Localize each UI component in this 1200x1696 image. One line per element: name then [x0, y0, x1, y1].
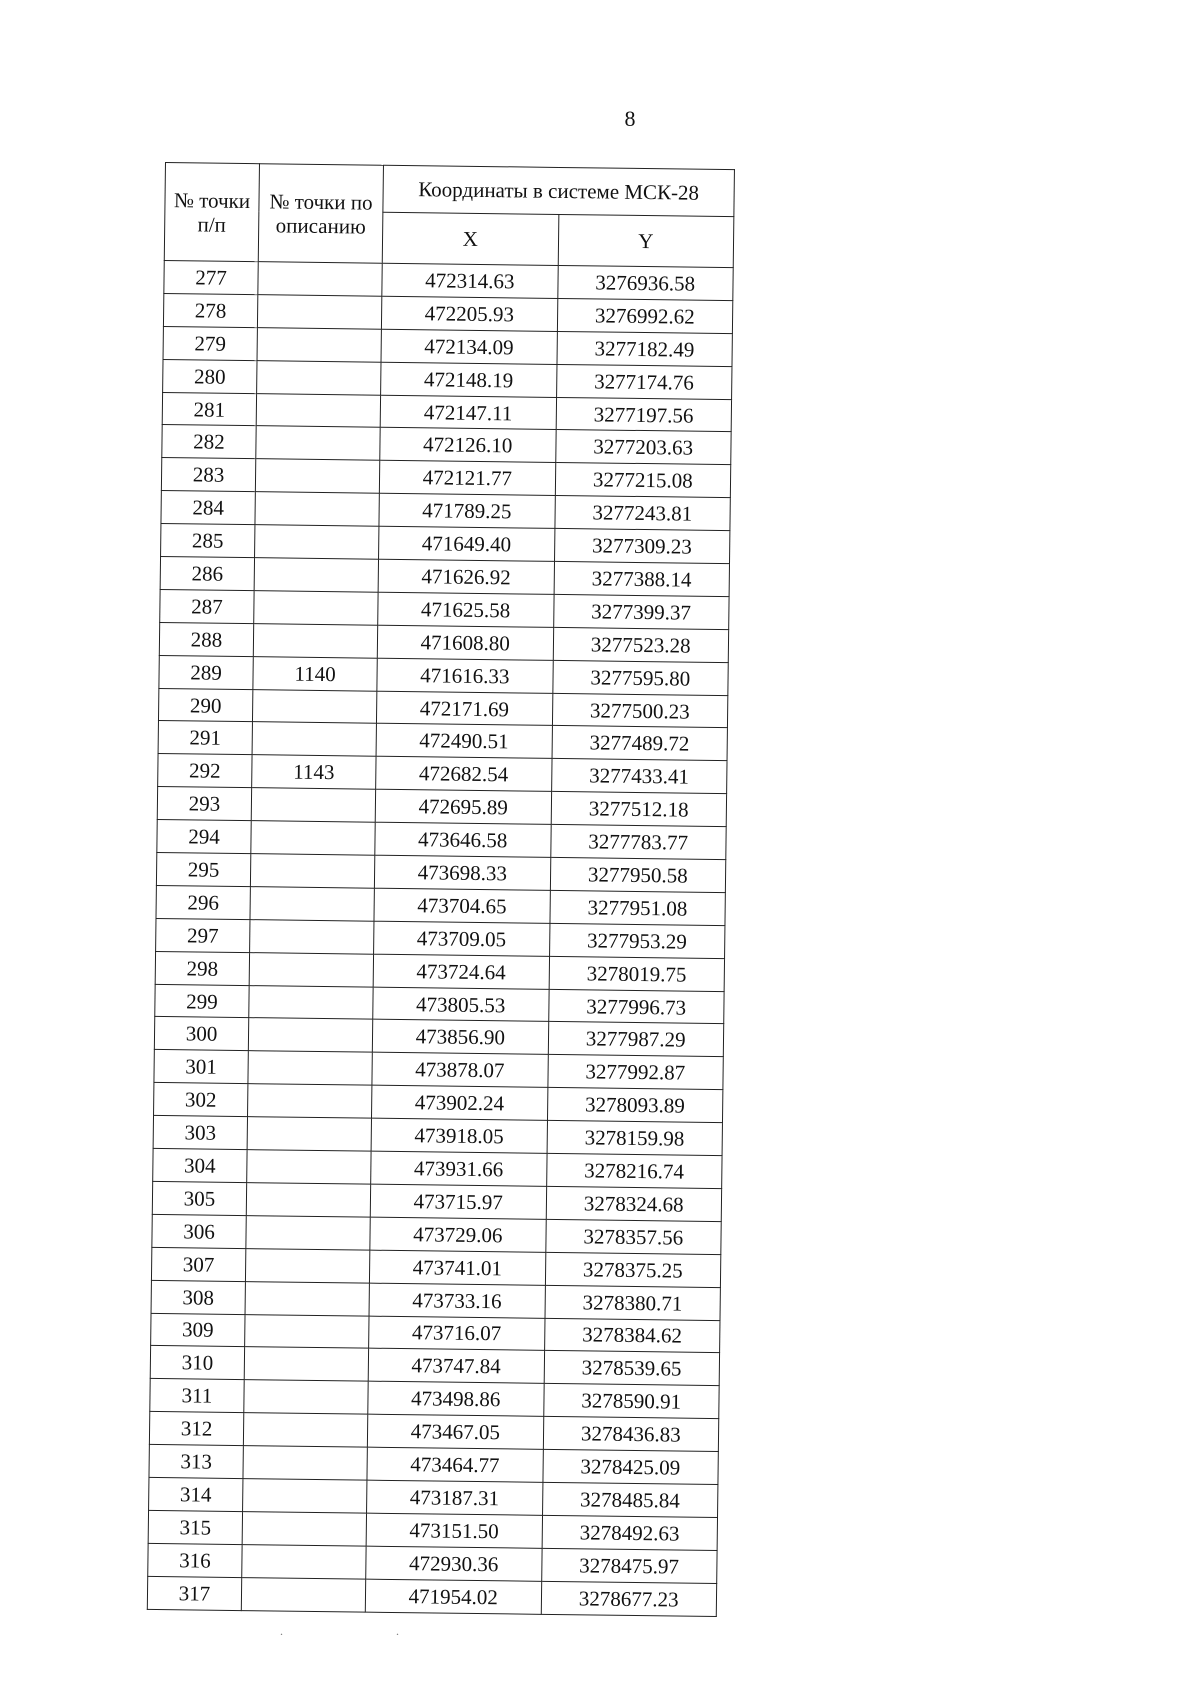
cell-description-number	[251, 788, 375, 822]
cell-description-number	[255, 459, 379, 493]
cell-x: 471608.80	[377, 625, 553, 660]
cell-y: 3278492.63	[542, 1515, 718, 1550]
cell-point-number: 277	[164, 260, 258, 294]
cell-y: 3277174.76	[556, 364, 732, 399]
cell-description-number	[255, 492, 379, 526]
cell-x: 472490.51	[376, 724, 552, 759]
cell-description-number	[242, 1511, 366, 1545]
cell-x: 473733.16	[369, 1283, 545, 1318]
cell-x: 473187.31	[367, 1480, 543, 1515]
header-y: Y	[558, 214, 734, 267]
cell-description-number	[250, 919, 374, 953]
cell-description-number	[246, 1215, 370, 1249]
cell-description-number	[246, 1183, 370, 1217]
cell-point-number: 286	[160, 556, 254, 590]
cell-y: 3278375.25	[545, 1252, 721, 1287]
cell-point-number: 312	[149, 1412, 243, 1446]
cell-y: 3278324.68	[546, 1186, 722, 1221]
cell-x: 471649.40	[379, 526, 555, 561]
cell-y: 3278357.56	[545, 1219, 721, 1254]
cell-y: 3277950.58	[550, 857, 726, 892]
cell-y: 3277197.56	[556, 397, 732, 432]
cell-point-number: 291	[158, 721, 252, 755]
cell-description-number	[243, 1413, 367, 1447]
cell-point-number: 300	[154, 1017, 248, 1051]
cell-y: 3278485.84	[542, 1482, 718, 1517]
cell-description-number: 1140	[253, 656, 377, 690]
cell-point-number: 306	[152, 1214, 246, 1248]
cell-x: 472930.36	[366, 1546, 542, 1581]
cell-x: 471954.02	[365, 1579, 541, 1614]
cell-description-number	[257, 360, 381, 394]
cell-point-number: 309	[151, 1313, 245, 1347]
cell-point-number: 298	[155, 951, 249, 985]
cell-x: 473729.06	[370, 1217, 546, 1252]
cell-point-number: 292	[158, 754, 252, 788]
table-header	[164, 163, 734, 268]
cell-point-number: 305	[152, 1181, 246, 1215]
cell-y: 3277595.80	[552, 660, 728, 695]
cell-x: 472695.89	[375, 789, 551, 824]
cell-point-number: 297	[156, 918, 250, 952]
cell-y: 3277399.37	[553, 594, 729, 629]
cell-description-number	[245, 1314, 369, 1348]
cell-y: 3278159.98	[547, 1121, 723, 1156]
cell-point-number: 282	[162, 425, 256, 459]
header-description-point-number: № точки по описанию	[258, 164, 383, 264]
cell-x: 473646.58	[375, 822, 551, 857]
cell-description-number	[256, 426, 380, 460]
cell-point-number: 307	[151, 1247, 245, 1281]
cell-x: 473151.50	[366, 1513, 542, 1548]
cell-y: 3278093.89	[547, 1088, 723, 1123]
cell-x: 473902.24	[371, 1085, 547, 1120]
cell-point-number: 299	[155, 984, 249, 1018]
cell-y: 3277523.28	[553, 627, 729, 662]
cell-point-number: 315	[148, 1510, 242, 1544]
cell-y: 3277243.81	[554, 496, 730, 531]
cell-description-number	[245, 1248, 369, 1282]
cell-x: 473709.05	[374, 921, 550, 956]
cell-y: 3277433.41	[551, 759, 727, 794]
cell-description-number	[247, 1150, 371, 1184]
cell-description-number: 1143	[252, 755, 376, 789]
coordinates-table	[147, 162, 735, 1617]
cell-x: 473467.05	[367, 1414, 543, 1449]
cell-point-number: 295	[156, 852, 250, 886]
cell-description-number	[243, 1446, 367, 1480]
cell-y: 3277992.87	[547, 1055, 723, 1090]
cell-x: 472121.77	[379, 461, 555, 496]
cell-description-number	[256, 393, 380, 427]
cell-point-number: 303	[153, 1116, 247, 1150]
cell-description-number	[248, 1051, 372, 1085]
cell-description-number	[255, 525, 379, 559]
header-point-number: № точки п/п	[164, 163, 259, 262]
cell-x: 473715.97	[370, 1184, 546, 1219]
cell-y: 3277951.08	[549, 890, 725, 925]
cell-x: 473931.66	[371, 1151, 547, 1186]
table-body	[147, 260, 733, 1616]
cell-point-number: 293	[157, 787, 251, 821]
cell-description-number	[253, 623, 377, 657]
cell-x: 472134.09	[381, 329, 557, 364]
cell-point-number: 313	[149, 1444, 243, 1478]
cell-y: 3277182.49	[556, 331, 732, 366]
cell-y: 3278436.83	[543, 1417, 719, 1452]
cell-y: 3277512.18	[551, 792, 727, 827]
cell-point-number: 281	[162, 392, 256, 426]
scan-artifact-marks: . .	[280, 1624, 454, 1638]
cell-y: 3278539.65	[544, 1351, 720, 1386]
table-row	[147, 1576, 716, 1616]
cell-y: 3278216.74	[546, 1153, 722, 1188]
cell-point-number: 308	[151, 1280, 245, 1314]
cell-point-number: 316	[148, 1543, 242, 1577]
cell-description-number	[249, 985, 373, 1019]
cell-y: 3278590.91	[543, 1384, 719, 1419]
header-coordinate-system: Координаты в системе МСК-28	[383, 165, 735, 216]
cell-description-number	[258, 262, 382, 296]
cell-x: 472314.63	[382, 263, 558, 298]
cell-point-number: 304	[153, 1148, 247, 1182]
cell-y: 3278425.09	[542, 1449, 718, 1484]
cell-point-number: 302	[154, 1083, 248, 1117]
cell-x: 472148.19	[381, 362, 557, 397]
cell-point-number: 278	[163, 293, 257, 327]
cell-x: 473747.84	[368, 1349, 544, 1384]
cell-y: 3277500.23	[552, 693, 728, 728]
cell-description-number	[250, 854, 374, 888]
cell-y: 3277489.72	[552, 726, 728, 761]
cell-point-number: 288	[159, 622, 253, 656]
cell-description-number	[254, 558, 378, 592]
cell-point-number: 301	[154, 1050, 248, 1084]
cell-description-number	[252, 689, 376, 723]
cell-x: 472682.54	[376, 757, 552, 792]
cell-description-number	[245, 1281, 369, 1315]
cell-description-number	[250, 887, 374, 921]
cell-x: 472205.93	[381, 296, 557, 331]
cell-y: 3277388.14	[554, 561, 730, 596]
cell-point-number: 314	[149, 1477, 243, 1511]
cell-description-number	[248, 1084, 372, 1118]
cell-point-number: 283	[161, 458, 255, 492]
cell-point-number: 287	[160, 589, 254, 623]
cell-x: 472147.11	[380, 395, 556, 430]
cell-point-number: 280	[163, 359, 257, 393]
cell-point-number: 290	[158, 688, 252, 722]
cell-y: 3277203.63	[555, 430, 731, 465]
cell-point-number: 317	[147, 1576, 241, 1610]
cell-y: 3277953.29	[549, 923, 725, 958]
page-number: 8	[624, 106, 636, 131]
cell-x: 471616.33	[377, 658, 553, 693]
cell-x: 472126.10	[380, 428, 556, 463]
cell-description-number	[241, 1577, 365, 1611]
cell-x: 473805.53	[373, 987, 549, 1022]
cell-x: 473918.05	[371, 1118, 547, 1153]
cell-y: 3278384.62	[544, 1318, 720, 1353]
cell-description-number	[252, 722, 376, 756]
cell-x: 471626.92	[378, 559, 554, 594]
cell-x: 473704.65	[374, 888, 550, 923]
cell-x: 473698.33	[374, 855, 550, 890]
cell-y: 3277987.29	[548, 1022, 724, 1057]
cell-x: 473878.07	[372, 1053, 548, 1088]
cell-point-number: 279	[163, 326, 257, 360]
header-row-top	[165, 163, 735, 217]
cell-description-number	[257, 295, 381, 329]
cell-x: 472171.69	[376, 691, 552, 726]
cell-point-number: 289	[159, 655, 253, 689]
cell-x: 473741.01	[369, 1250, 545, 1285]
cell-x: 471625.58	[378, 592, 554, 627]
cell-point-number: 296	[156, 885, 250, 919]
cell-y: 3278019.75	[549, 956, 725, 991]
cell-point-number: 284	[161, 491, 255, 525]
cell-y: 3277996.73	[548, 989, 724, 1024]
cell-y: 3277309.23	[554, 529, 730, 564]
cell-description-number	[244, 1380, 368, 1414]
cell-y: 3278677.23	[541, 1581, 717, 1616]
cell-description-number	[247, 1117, 371, 1151]
cell-description-number	[242, 1544, 366, 1578]
cell-description-number	[248, 1018, 372, 1052]
cell-point-number: 310	[150, 1346, 244, 1380]
cell-description-number	[251, 821, 375, 855]
cell-y: 3278380.71	[545, 1285, 721, 1320]
cell-x: 473724.64	[373, 954, 549, 989]
cell-x: 473716.07	[369, 1316, 545, 1351]
cell-x: 471789.25	[379, 493, 555, 528]
cell-description-number	[243, 1479, 367, 1513]
cell-description-number	[257, 327, 381, 361]
cell-y: 3277215.08	[555, 463, 731, 498]
cell-y: 3276936.58	[557, 265, 733, 300]
cell-y: 3276992.62	[557, 298, 733, 333]
cell-point-number: 285	[161, 524, 255, 558]
cell-description-number	[249, 952, 373, 986]
cell-description-number	[254, 591, 378, 625]
cell-x: 473464.77	[367, 1447, 543, 1482]
header-x: X	[382, 212, 558, 265]
cell-description-number	[244, 1347, 368, 1381]
cell-y: 3278475.97	[541, 1548, 717, 1583]
cell-point-number: 294	[157, 820, 251, 854]
cell-y: 3277783.77	[550, 825, 726, 860]
cell-point-number: 311	[150, 1379, 244, 1413]
cell-x: 473498.86	[368, 1381, 544, 1416]
cell-x: 473856.90	[372, 1020, 548, 1055]
